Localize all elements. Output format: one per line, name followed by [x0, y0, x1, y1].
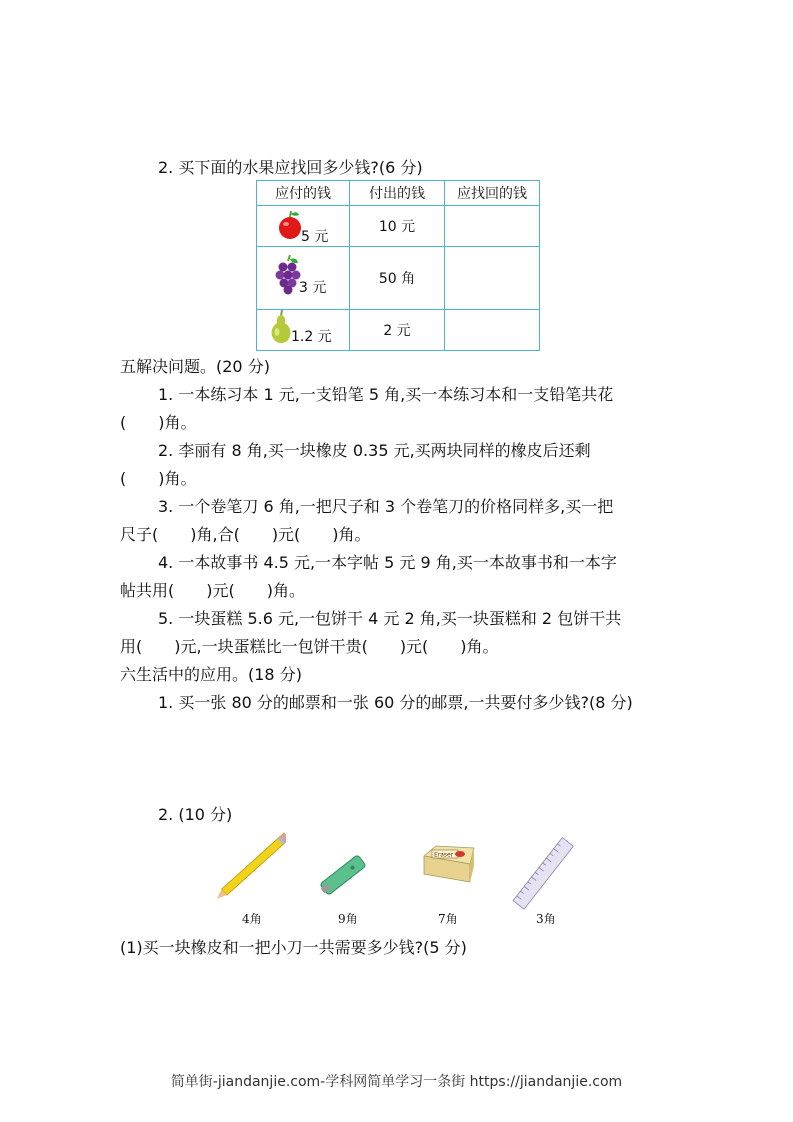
- problem-text: 1. 买一张 80 分的邮票和一张 60 分的邮票,一共要付多少钱?(8 分): [158, 693, 633, 712]
- item-price: 3角: [536, 912, 556, 926]
- item-price: 9角: [338, 912, 358, 926]
- table-row: [257, 247, 540, 310]
- table-row: [257, 310, 540, 351]
- table-cell-paid: 10 元: [350, 206, 445, 247]
- eraser-icon: [420, 842, 476, 886]
- table-cell-change: [445, 247, 540, 310]
- stationery-items: [210, 826, 590, 934]
- pencil-icon: [216, 828, 286, 908]
- problem-text: 用( )元,一块蛋糕比一包饼干贵( )元( )角。: [120, 637, 499, 656]
- knife-icon: [315, 850, 371, 900]
- item-price: 7角: [438, 912, 458, 926]
- apple-icon: [277, 210, 303, 240]
- eraser-brand-label: Eraser: [434, 851, 454, 859]
- grape-icon: [275, 255, 301, 295]
- problem-text: 1. 一本练习本 1 元,一支铅笔 5 角,买一本练习本和一支铅笔共花: [158, 385, 614, 404]
- problem-text: 帖共用( )元( )角。: [120, 581, 305, 600]
- table-cell-change: [445, 310, 540, 351]
- problem-text: 3. 一个卷笔刀 6 角,一把尺子和 3 个卷笔刀的价格同样多,买一把: [158, 497, 614, 516]
- sub-question-1: (1)买一块橡皮和一把小刀一共需要多少钱?(5 分): [120, 938, 467, 957]
- problem-text: ( )角。: [120, 469, 197, 488]
- question-2-title: 2. 买下面的水果应找回多少钱?(6 分): [158, 158, 423, 177]
- problem-text: 2. 李丽有 8 角,买一块橡皮 0.35 元,买两块同样的橡皮后还剩: [158, 441, 591, 460]
- table-cell-price: [257, 310, 350, 351]
- table-cell-price: [257, 247, 350, 310]
- problem-text: 5. 一块蛋糕 5.6 元,一包饼干 4 元 2 角,买一块蛋糕和 2 包饼干共: [158, 609, 622, 628]
- fruit-change-table: [256, 180, 540, 351]
- table-header-row: [257, 181, 540, 206]
- item-price: 4角: [242, 912, 262, 926]
- table-header: 付出的钱: [350, 181, 445, 206]
- pear-icon: [269, 310, 293, 344]
- fruit-price: 5 元: [301, 229, 329, 245]
- fruit-price: 3 元: [299, 280, 327, 296]
- problem-text: 4. 一本故事书 4.5 元,一本字帖 5 元 9 角,买一本故事书和一本字: [158, 553, 617, 572]
- problem-text: 尺子( )角,合( )元( )角。: [120, 525, 371, 544]
- page-footer: 简单街-jiandanjie.com-学科网简单学习一条街 https://jiandanjie.com: [170, 1074, 623, 1090]
- problem-text: 2. (10 分): [158, 805, 233, 824]
- table-row: [257, 206, 540, 247]
- section-6-title: 六生活中的应用。(18 分): [120, 665, 302, 684]
- table-header: 应找回的钱: [445, 181, 540, 206]
- problem-text: ( )角。: [120, 413, 197, 432]
- table-cell-price: [257, 206, 350, 247]
- table-cell-change: [445, 206, 540, 247]
- table-cell-paid: 50 角: [350, 247, 445, 310]
- ruler-icon: [506, 836, 582, 912]
- fruit-price: 1.2 元: [291, 329, 332, 345]
- section-5-title: 五解决问题。(20 分): [120, 357, 270, 376]
- table-header: 应付的钱: [257, 181, 350, 206]
- table-cell-paid: 2 元: [350, 310, 445, 351]
